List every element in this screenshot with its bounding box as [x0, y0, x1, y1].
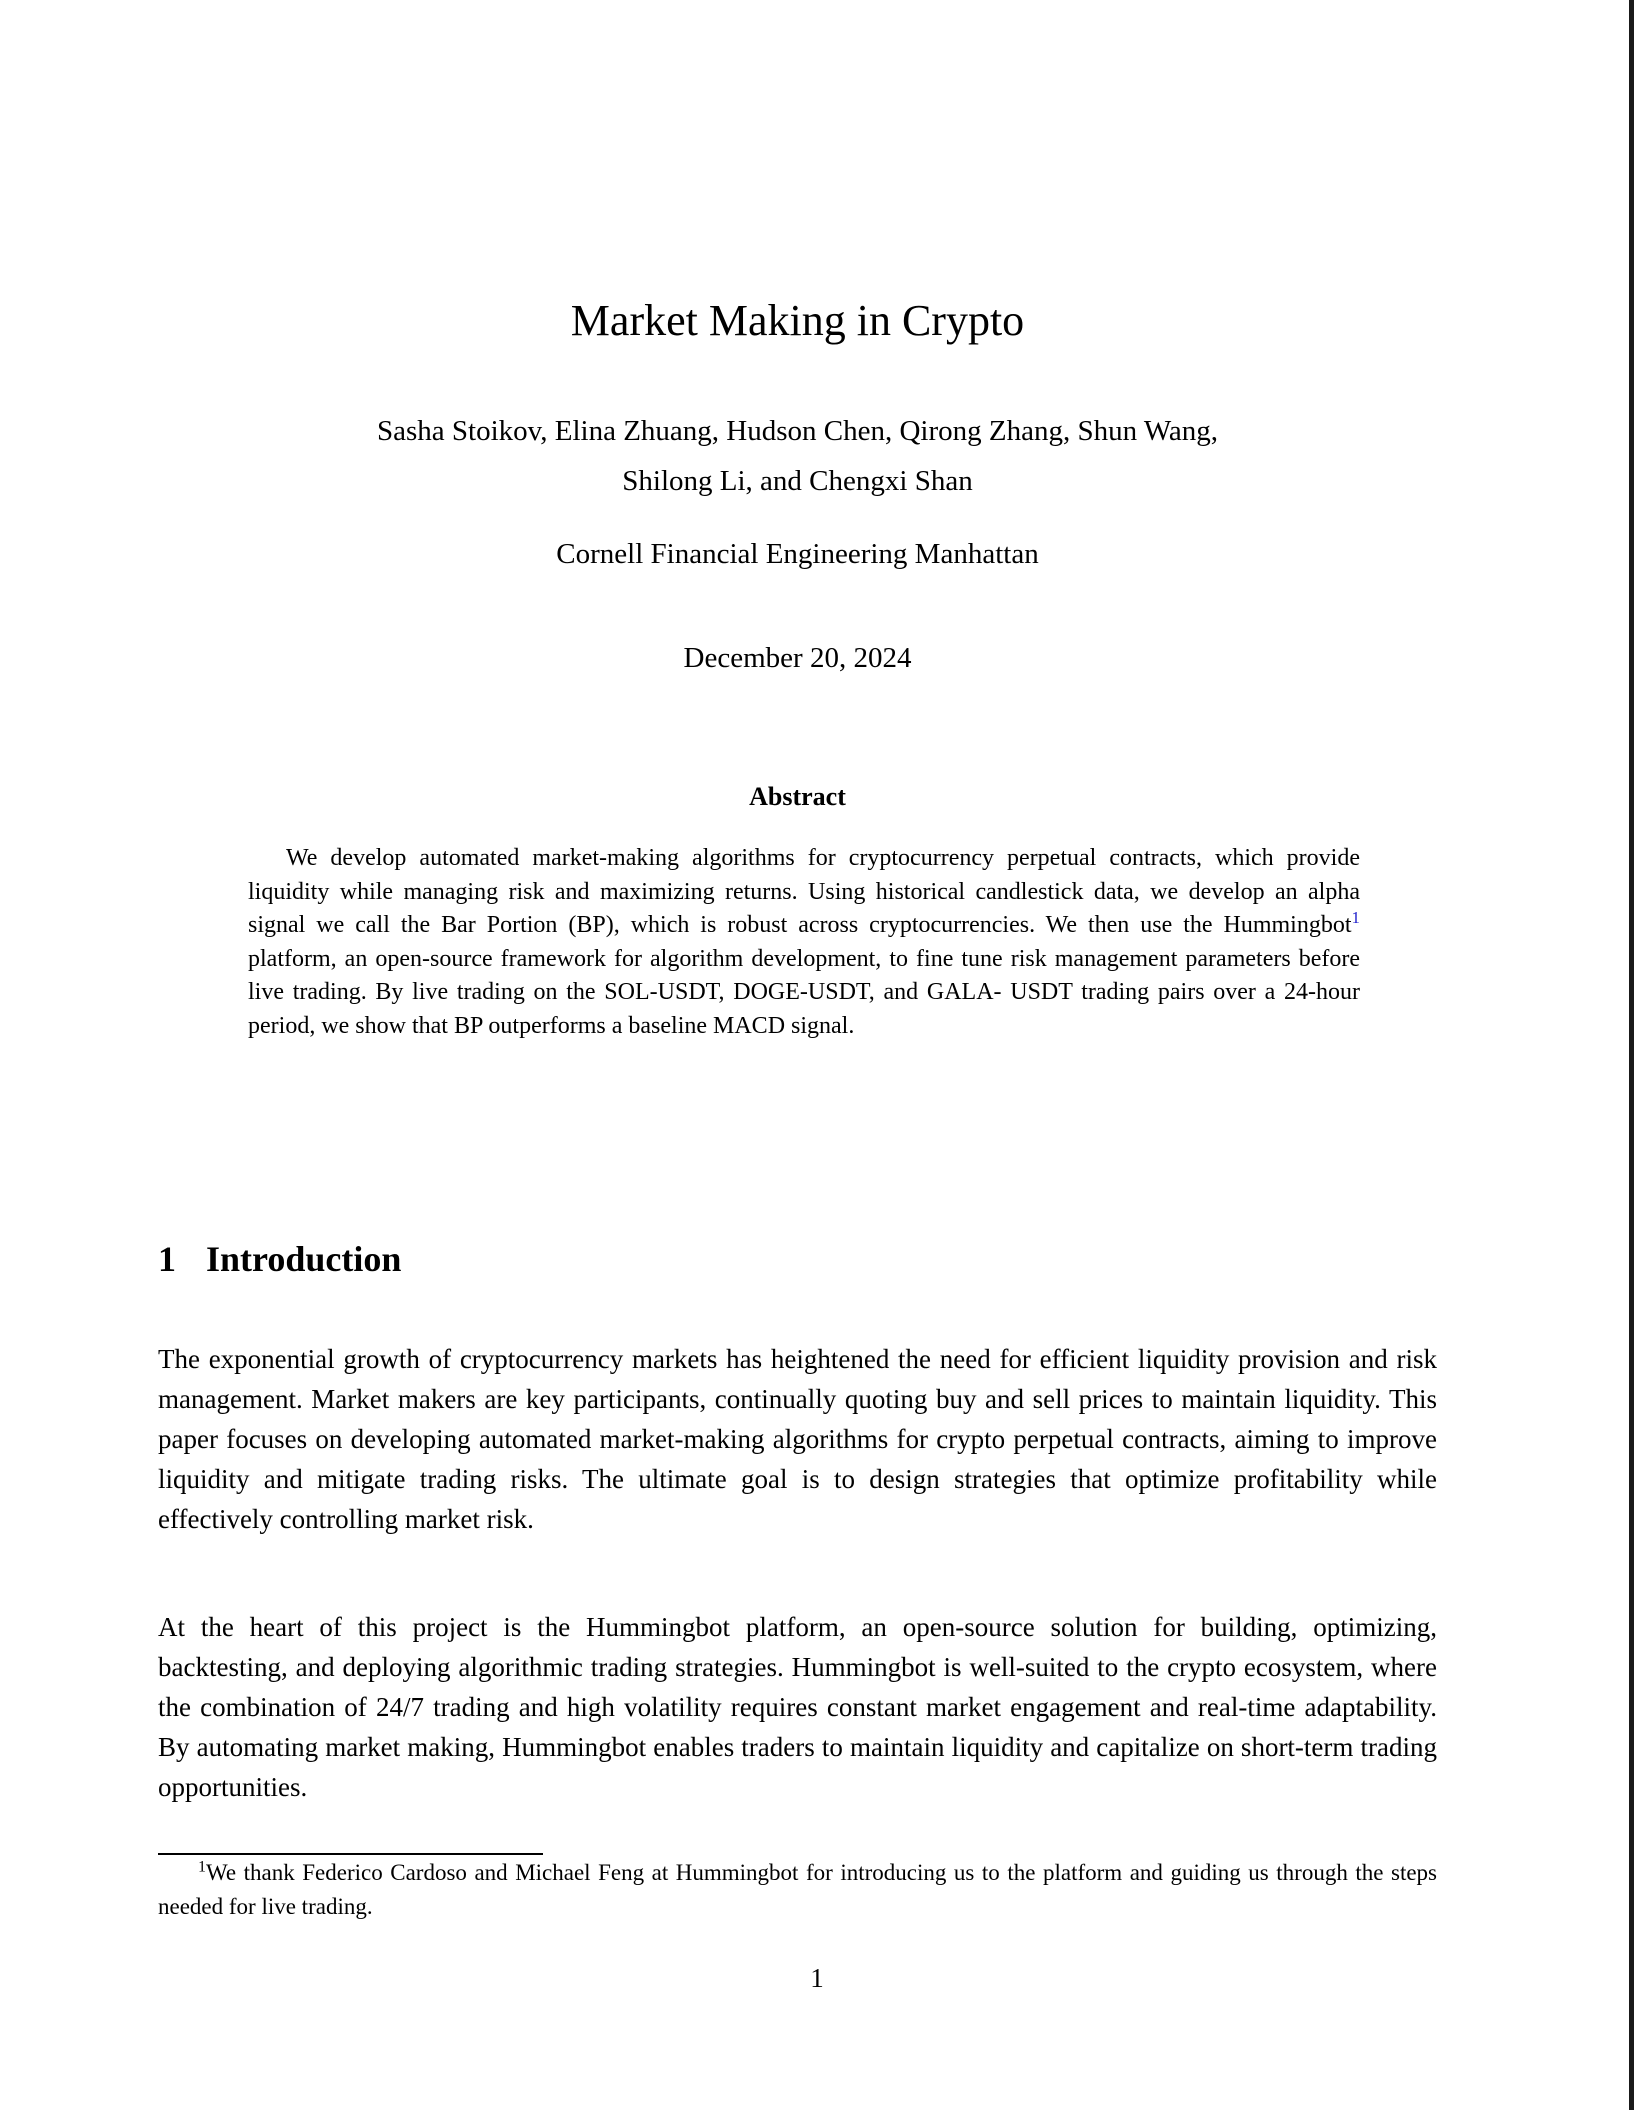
footnote-marker: 1: [198, 1858, 206, 1876]
author-line-1: Sasha Stoikov, Elina Zhuang, Hudson Chen, Qirong Zhang, Shun Wang,: [376, 415, 1218, 447]
author-list: [158, 406, 1437, 506]
page-number: 1: [810, 1963, 824, 1993]
abstract-text-after-marker: platform, an open-source framework for algorithm development, to fine tune risk management parameters before live trading. By live trading on the SOL-USDT, DOGE-USDT, and GALA- USDT trading pairs over a 24-hour period, we show that BP outperforms a baseline MACD signal.: [248, 945, 1360, 1039]
footnote-rule: [158, 1853, 543, 1855]
intro-paragraph-2: At the heart of this project is the Hummingbot platform, an open-source solution for building, optimizing, backtesting, and deploying algorithmic trading strategies. Hummingbot is well-suited to the crypto ecosystem, where the combination of 24/7 trading and high volatility requires constant market engagement and real-time adaptability. By automating market making, Hummingbot enables traders to maintain liquidity and capitalize on short-term trading opportunities.: [158, 1612, 1437, 1802]
abstract-text-before-marker: We develop automated market-making algorithms for cryptocurrency perpetual contracts, which provide liquidity while managing risk and maximizing returns. Using historical candlestick data, we develop an alpha signal we call the Bar Portion (BP), which is robust across cryptocurrencies. We then use the Hummingbot: [248, 845, 1360, 938]
section-title: Introduction: [206, 1239, 402, 1279]
author-line-2: Shilong Li, and Chengxi Shan: [622, 465, 973, 497]
scan-edge-strip: [1629, 0, 1634, 2110]
footnote-body: We thank Federico Cardoso and Michael Feng at Hummingbot for introducing us to the platform and guiding us through the steps needed for live trading.: [158, 1860, 1437, 1919]
page-title: Market Making in Crypto: [570, 296, 1025, 345]
abstract-text: [248, 842, 1360, 1043]
abstract-heading: Abstract: [749, 782, 846, 811]
section-heading-introduction: [158, 1238, 1437, 1281]
footnote-link-marker[interactable]: 1: [1351, 908, 1360, 927]
affiliation: Cornell Financial Engineering Manhattan: [556, 538, 1039, 570]
publication-date: December 20, 2024: [683, 642, 912, 674]
intro-paragraph-1: The exponential growth of cryptocurrency markets has heightened the need for efficient liquidity provision and risk management. Market makers are key participants, continually quoting buy and sell prices to maintain liquidity. This paper focuses on developing automated market-making algorithms for crypto perpetual contracts, aiming to improve liquidity and mitigate trading risks. The ultimate goal is to design strategies that optimize profitability while effectively controlling market risk.: [158, 1344, 1437, 1534]
section-number: 1: [158, 1239, 176, 1279]
footnote-text: [158, 1856, 1437, 1924]
